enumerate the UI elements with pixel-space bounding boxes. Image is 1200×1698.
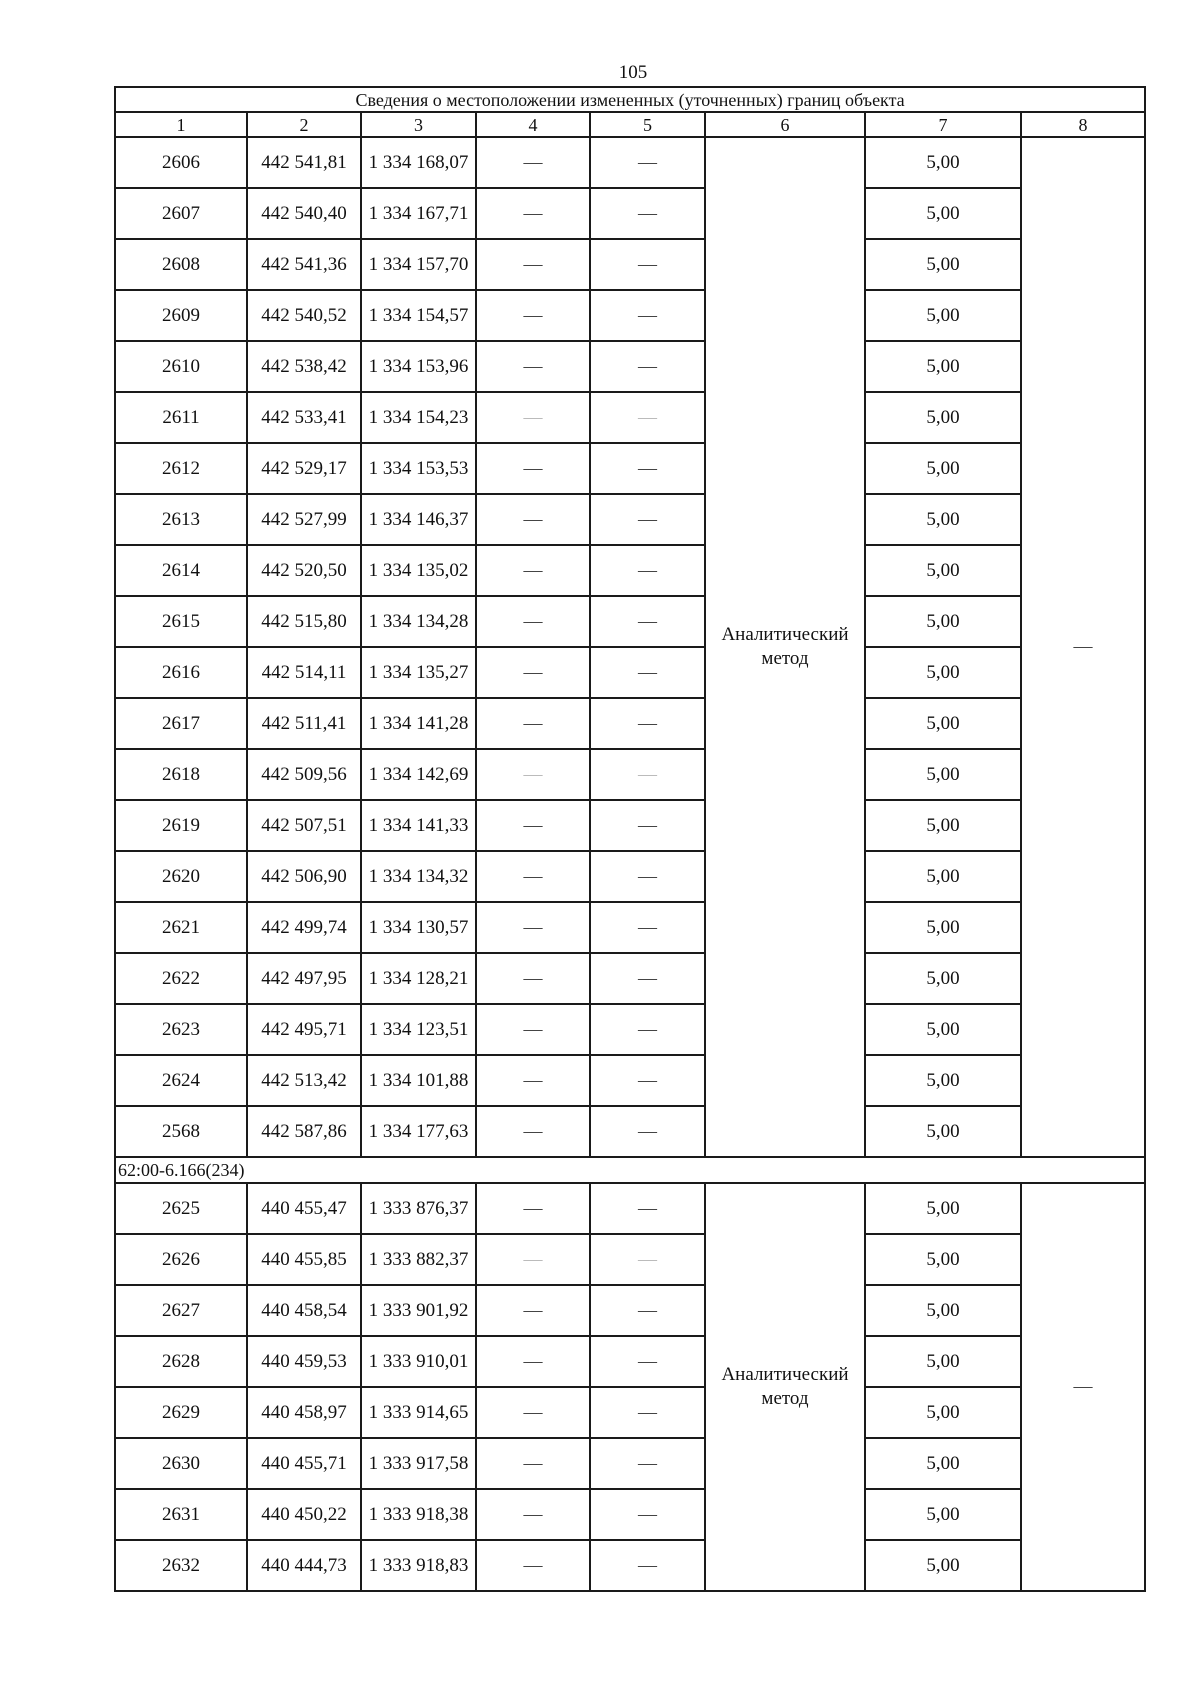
table-row (115, 1489, 1145, 1540)
table-row (115, 902, 1145, 953)
x-coordinate-cell: 442 515,80 (247, 596, 361, 647)
accuracy-cell: 5,00 (865, 290, 1021, 341)
column-4-cell: — (476, 953, 590, 1004)
x-coordinate-cell: 440 455,47 (247, 1183, 361, 1234)
accuracy-cell: 5,00 (865, 188, 1021, 239)
table-row (115, 596, 1145, 647)
column-5-cell: — (590, 1234, 705, 1285)
y-coordinate-cell: 1 334 153,53 (361, 443, 476, 494)
column-4-cell: — (476, 1540, 590, 1591)
column-number-1: 1 (115, 112, 247, 137)
column-number-2: 2 (247, 112, 361, 137)
accuracy-cell: 5,00 (865, 1336, 1021, 1387)
x-coordinate-cell: 442 540,40 (247, 188, 361, 239)
x-coordinate-cell: 440 455,85 (247, 1234, 361, 1285)
table-row (115, 443, 1145, 494)
column-4-cell: — (476, 341, 590, 392)
column-5-cell: — (590, 749, 705, 800)
column-5-cell: — (590, 698, 705, 749)
column-number-5: 5 (590, 112, 705, 137)
table-row (115, 1285, 1145, 1336)
x-coordinate-cell: 442 507,51 (247, 800, 361, 851)
point-number-cell: 2610 (115, 341, 247, 392)
x-coordinate-cell: 442 511,41 (247, 698, 361, 749)
column-5-cell: — (590, 647, 705, 698)
accuracy-cell: 5,00 (865, 1489, 1021, 1540)
table-row (115, 545, 1145, 596)
section-label-row (115, 1157, 1145, 1183)
column-5-cell: — (590, 1387, 705, 1438)
x-coordinate-cell: 442 520,50 (247, 545, 361, 596)
point-number-cell: 2619 (115, 800, 247, 851)
accuracy-cell: 5,00 (865, 239, 1021, 290)
accuracy-cell: 5,00 (865, 800, 1021, 851)
table-body (115, 87, 1145, 1591)
page-number: 105 (618, 62, 648, 83)
table-row (115, 239, 1145, 290)
column-5-cell: — (590, 188, 705, 239)
column-4-cell: — (476, 1055, 590, 1106)
column-number-4: 4 (476, 112, 590, 137)
table-row (115, 1336, 1145, 1387)
column-4-cell: — (476, 1489, 590, 1540)
point-number-cell: 2625 (115, 1183, 247, 1234)
point-number-cell: 2568 (115, 1106, 247, 1157)
table-row (115, 1106, 1145, 1157)
method-cell: Аналитический метод (705, 1183, 865, 1591)
table-row (115, 1540, 1145, 1591)
column-8-cell: — (1021, 137, 1145, 1157)
table-row (115, 647, 1145, 698)
y-coordinate-cell: 1 334 135,27 (361, 647, 476, 698)
accuracy-cell: 5,00 (865, 341, 1021, 392)
column-number-8: 8 (1021, 112, 1145, 137)
table-row (115, 392, 1145, 443)
column-4-cell: — (476, 749, 590, 800)
point-number-cell: 2626 (115, 1234, 247, 1285)
table-row (115, 290, 1145, 341)
accuracy-cell: 5,00 (865, 698, 1021, 749)
accuracy-cell: 5,00 (865, 1438, 1021, 1489)
point-number-cell: 2611 (115, 392, 247, 443)
y-coordinate-cell: 1 333 882,37 (361, 1234, 476, 1285)
column-4-cell: — (476, 1387, 590, 1438)
y-coordinate-cell: 1 334 141,33 (361, 800, 476, 851)
x-coordinate-cell: 442 533,41 (247, 392, 361, 443)
table-row (115, 1387, 1145, 1438)
point-number-cell: 2608 (115, 239, 247, 290)
x-coordinate-cell: 440 459,53 (247, 1336, 361, 1387)
y-coordinate-cell: 1 333 917,58 (361, 1438, 476, 1489)
y-coordinate-cell: 1 334 168,07 (361, 137, 476, 188)
y-coordinate-cell: 1 334 101,88 (361, 1055, 476, 1106)
y-coordinate-cell: 1 334 177,63 (361, 1106, 476, 1157)
column-5-cell: — (590, 392, 705, 443)
accuracy-cell: 5,00 (865, 1234, 1021, 1285)
point-number-cell: 2613 (115, 494, 247, 545)
table-row (115, 1055, 1145, 1106)
y-coordinate-cell: 1 334 154,57 (361, 290, 476, 341)
y-coordinate-cell: 1 334 146,37 (361, 494, 476, 545)
column-4-cell: — (476, 1106, 590, 1157)
column-4-cell: — (476, 1336, 590, 1387)
accuracy-cell: 5,00 (865, 902, 1021, 953)
point-number-cell: 2623 (115, 1004, 247, 1055)
accuracy-cell: 5,00 (865, 1285, 1021, 1336)
point-number-cell: 2621 (115, 902, 247, 953)
column-4-cell: — (476, 392, 590, 443)
column-5-cell: — (590, 137, 705, 188)
column-5-cell: — (590, 953, 705, 1004)
method-cell: Аналитический метод (705, 137, 865, 1157)
point-number-cell: 2627 (115, 1285, 247, 1336)
table-row (115, 1004, 1145, 1055)
point-number-cell: 2628 (115, 1336, 247, 1387)
point-number-cell: 2629 (115, 1387, 247, 1438)
column-5-cell: — (590, 1055, 705, 1106)
column-number-3: 3 (361, 112, 476, 137)
y-coordinate-cell: 1 333 876,37 (361, 1183, 476, 1234)
column-4-cell: — (476, 1234, 590, 1285)
x-coordinate-cell: 442 541,36 (247, 239, 361, 290)
accuracy-cell: 5,00 (865, 749, 1021, 800)
accuracy-cell: 5,00 (865, 494, 1021, 545)
column-5-cell: — (590, 1540, 705, 1591)
y-coordinate-cell: 1 333 918,83 (361, 1540, 476, 1591)
x-coordinate-cell: 442 497,95 (247, 953, 361, 1004)
column-5-cell: — (590, 545, 705, 596)
x-coordinate-cell: 442 495,71 (247, 1004, 361, 1055)
column-5-cell: — (590, 1285, 705, 1336)
y-coordinate-cell: 1 334 142,69 (361, 749, 476, 800)
y-coordinate-cell: 1 334 128,21 (361, 953, 476, 1004)
accuracy-cell: 5,00 (865, 545, 1021, 596)
y-coordinate-cell: 1 334 134,28 (361, 596, 476, 647)
x-coordinate-cell: 442 541,81 (247, 137, 361, 188)
column-4-cell: — (476, 443, 590, 494)
table-row (115, 1234, 1145, 1285)
column-number-6: 6 (705, 112, 865, 137)
column-4-cell: — (476, 290, 590, 341)
point-number-cell: 2631 (115, 1489, 247, 1540)
column-5-cell: — (590, 341, 705, 392)
accuracy-cell: 5,00 (865, 953, 1021, 1004)
table-row (115, 698, 1145, 749)
point-number-cell: 2624 (115, 1055, 247, 1106)
x-coordinate-cell: 440 450,22 (247, 1489, 361, 1540)
column-4-cell: — (476, 800, 590, 851)
table-row (115, 188, 1145, 239)
x-coordinate-cell: 442 499,74 (247, 902, 361, 953)
x-coordinate-cell: 440 444,73 (247, 1540, 361, 1591)
x-coordinate-cell: 440 455,71 (247, 1438, 361, 1489)
column-5-cell: — (590, 290, 705, 341)
point-number-cell: 2617 (115, 698, 247, 749)
column-4-cell: — (476, 1285, 590, 1336)
column-number-row (115, 112, 1145, 137)
x-coordinate-cell: 442 587,86 (247, 1106, 361, 1157)
table-row (115, 137, 1145, 188)
column-4-cell: — (476, 1183, 590, 1234)
y-coordinate-cell: 1 333 901,92 (361, 1285, 476, 1336)
column-8-cell: — (1021, 1183, 1145, 1591)
accuracy-cell: 5,00 (865, 1106, 1021, 1157)
column-5-cell: — (590, 1106, 705, 1157)
x-coordinate-cell: 442 540,52 (247, 290, 361, 341)
point-number-cell: 2612 (115, 443, 247, 494)
x-coordinate-cell: 440 458,54 (247, 1285, 361, 1336)
column-5-cell: — (590, 239, 705, 290)
column-4-cell: — (476, 239, 590, 290)
x-coordinate-cell: 442 527,99 (247, 494, 361, 545)
column-5-cell: — (590, 1438, 705, 1489)
column-5-cell: — (590, 1183, 705, 1234)
column-4-cell: — (476, 494, 590, 545)
table-row (115, 1183, 1145, 1234)
column-5-cell: — (590, 596, 705, 647)
y-coordinate-cell: 1 333 910,01 (361, 1336, 476, 1387)
column-4-cell: — (476, 545, 590, 596)
y-coordinate-cell: 1 333 914,65 (361, 1387, 476, 1438)
table-row (115, 341, 1145, 392)
point-number-cell: 2615 (115, 596, 247, 647)
table-row (115, 851, 1145, 902)
column-5-cell: — (590, 494, 705, 545)
accuracy-cell: 5,00 (865, 1004, 1021, 1055)
table-row (115, 1438, 1145, 1489)
y-coordinate-cell: 1 334 167,71 (361, 188, 476, 239)
column-4-cell: — (476, 137, 590, 188)
point-number-cell: 2620 (115, 851, 247, 902)
column-5-cell: — (590, 800, 705, 851)
table-row (115, 800, 1145, 851)
accuracy-cell: 5,00 (865, 443, 1021, 494)
table-row (115, 494, 1145, 545)
y-coordinate-cell: 1 334 134,32 (361, 851, 476, 902)
point-number-cell: 2609 (115, 290, 247, 341)
x-coordinate-cell: 440 458,97 (247, 1387, 361, 1438)
accuracy-cell: 5,00 (865, 596, 1021, 647)
point-number-cell: 2622 (115, 953, 247, 1004)
column-4-cell: — (476, 647, 590, 698)
accuracy-cell: 5,00 (865, 851, 1021, 902)
accuracy-cell: 5,00 (865, 137, 1021, 188)
x-coordinate-cell: 442 513,42 (247, 1055, 361, 1106)
column-4-cell: — (476, 596, 590, 647)
x-coordinate-cell: 442 538,42 (247, 341, 361, 392)
accuracy-cell: 5,00 (865, 647, 1021, 698)
section-label: 62:00-6.166(234) (115, 1157, 1145, 1183)
accuracy-cell: 5,00 (865, 392, 1021, 443)
column-5-cell: — (590, 443, 705, 494)
accuracy-cell: 5,00 (865, 1387, 1021, 1438)
point-number-cell: 2616 (115, 647, 247, 698)
point-number-cell: 2606 (115, 137, 247, 188)
y-coordinate-cell: 1 334 157,70 (361, 239, 476, 290)
column-4-cell: — (476, 188, 590, 239)
column-5-cell: — (590, 902, 705, 953)
point-number-cell: 2630 (115, 1438, 247, 1489)
boundary-coordinates-table (114, 86, 1146, 1592)
column-5-cell: — (590, 1336, 705, 1387)
x-coordinate-cell: 442 514,11 (247, 647, 361, 698)
column-5-cell: — (590, 851, 705, 902)
table-row (115, 749, 1145, 800)
point-number-cell: 2607 (115, 188, 247, 239)
column-4-cell: — (476, 851, 590, 902)
y-coordinate-cell: 1 334 130,57 (361, 902, 476, 953)
x-coordinate-cell: 442 529,17 (247, 443, 361, 494)
column-4-cell: — (476, 1004, 590, 1055)
table-row (115, 953, 1145, 1004)
y-coordinate-cell: 1 334 135,02 (361, 545, 476, 596)
y-coordinate-cell: 1 334 154,23 (361, 392, 476, 443)
column-4-cell: — (476, 698, 590, 749)
point-number-cell: 2632 (115, 1540, 247, 1591)
accuracy-cell: 5,00 (865, 1540, 1021, 1591)
y-coordinate-cell: 1 334 141,28 (361, 698, 476, 749)
point-number-cell: 2614 (115, 545, 247, 596)
point-number-cell: 2618 (115, 749, 247, 800)
column-number-7: 7 (865, 112, 1021, 137)
column-5-cell: — (590, 1004, 705, 1055)
accuracy-cell: 5,00 (865, 1183, 1021, 1234)
column-4-cell: — (476, 1438, 590, 1489)
accuracy-cell: 5,00 (865, 1055, 1021, 1106)
table-title-row (115, 87, 1145, 112)
x-coordinate-cell: 442 506,90 (247, 851, 361, 902)
y-coordinate-cell: 1 334 153,96 (361, 341, 476, 392)
column-4-cell: — (476, 902, 590, 953)
y-coordinate-cell: 1 334 123,51 (361, 1004, 476, 1055)
table-title: Сведения о местоположении измененных (уточненных) границ объекта (115, 87, 1145, 112)
x-coordinate-cell: 442 509,56 (247, 749, 361, 800)
y-coordinate-cell: 1 333 918,38 (361, 1489, 476, 1540)
column-5-cell: — (590, 1489, 705, 1540)
